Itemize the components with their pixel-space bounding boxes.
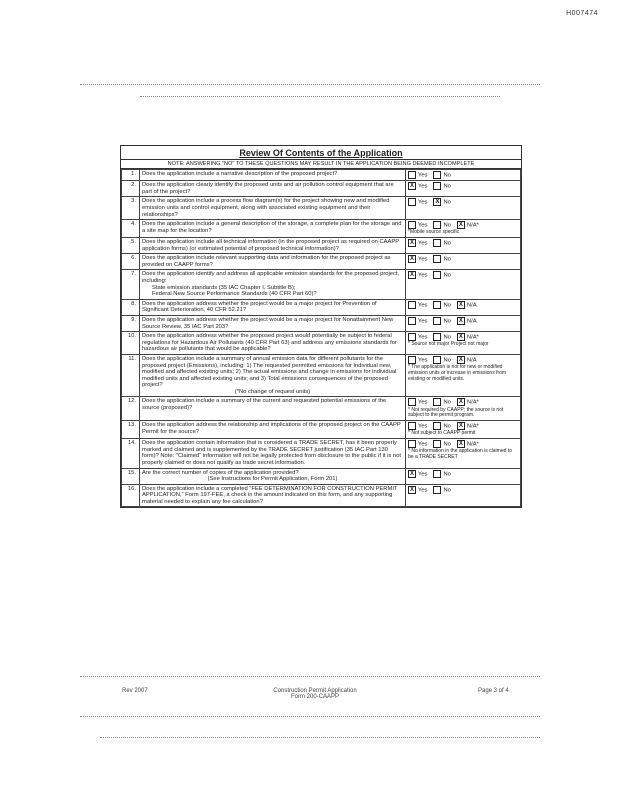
- answer-option[interactable]: [433, 422, 450, 430]
- checkbox[interactable]: X: [458, 399, 463, 406]
- answer-cell: [406, 220, 521, 238]
- checkbox-label: No: [443, 183, 451, 190]
- question-cell: [140, 332, 406, 355]
- question-cell: [140, 315, 406, 331]
- answer-cell: [406, 468, 521, 484]
- question-row: [122, 332, 521, 355]
- answer-option[interactable]: [433, 301, 450, 309]
- question-row: [122, 354, 521, 397]
- question-cell: [140, 397, 406, 421]
- question-number: 14.: [122, 439, 140, 468]
- checkbox[interactable]: [433, 470, 441, 478]
- checkbox-label: Yes: [418, 302, 428, 309]
- question-number: 16.: [122, 484, 140, 507]
- scan-artifact-line: [140, 96, 500, 97]
- question-cell: [140, 484, 406, 507]
- checkbox-label: Yes: [418, 441, 428, 448]
- answer-note: * No information in the application is claimed to be a TRADE SECRET: [408, 448, 512, 461]
- question-cell: [140, 197, 406, 220]
- question-row: [122, 220, 521, 238]
- footer-page-number: Page 3 of 4: [478, 688, 509, 694]
- questions-table: [121, 169, 521, 507]
- answer-option[interactable]: [433, 470, 450, 478]
- answer-option[interactable]: [408, 422, 427, 430]
- answer-option[interactable]: [408, 255, 427, 263]
- question-cell: [140, 238, 406, 254]
- checkbox-label: No: [443, 471, 451, 478]
- question-text: Does the application address whether the project would be a major project for Prevention of Significant Deterioration, 40 CFR 52.21?: [142, 300, 377, 314]
- checkbox[interactable]: X: [458, 334, 463, 341]
- checkbox-label: Yes: [418, 183, 428, 190]
- checkbox[interactable]: [433, 422, 441, 430]
- question-row: [122, 170, 521, 181]
- checkbox[interactable]: [408, 198, 416, 206]
- checkbox-label: No: [443, 487, 451, 494]
- question-cell: [140, 170, 406, 181]
- checkbox-label: Yes: [418, 357, 428, 364]
- question-cell: [140, 421, 406, 439]
- checkbox-label: Yes: [418, 272, 428, 279]
- question-row: [122, 421, 521, 439]
- form-instructions: NOTE: ANSWERING "NO" TO THESE QUESTIONS MAY RESULT IN THE APPLICATION BEING DEEMED INCOMPLETE: [121, 159, 521, 169]
- checkbox-label: N/A*: [466, 334, 479, 341]
- question-number: 11.: [122, 354, 140, 397]
- question-text: Does the application include a general description of the storage, a complete plan for the storage and a site map for the location?: [142, 221, 402, 234]
- answer-option[interactable]: [457, 317, 477, 325]
- answer-cell: [406, 270, 521, 299]
- checkbox[interactable]: X: [409, 486, 414, 493]
- checkbox[interactable]: X: [409, 256, 414, 263]
- answer-option[interactable]: [408, 333, 427, 341]
- answer-cell: [406, 299, 521, 315]
- answer-option[interactable]: [457, 422, 479, 430]
- answer-cell: [406, 484, 521, 507]
- question-text: Does the application include a summary of annual emission data for different pollutants for the proposed project (Emissions), including: 1) The requested permitted emissions for individual new, modified and affected existing units; 2) The actual emissions and change in emissions for individual modified units and affected existing units; and 3) Total emissions consequences of the proposed project?: [142, 355, 397, 389]
- question-number: 8.: [122, 299, 140, 315]
- scan-artifact-line: [100, 737, 540, 738]
- question-row: [122, 484, 521, 507]
- answer-option[interactable]: [433, 171, 450, 179]
- question-number: 3.: [122, 197, 140, 220]
- checkbox[interactable]: X: [409, 272, 414, 279]
- answer-option[interactable]: [408, 198, 427, 206]
- answer-option[interactable]: [408, 440, 427, 448]
- checkbox-label: No: [443, 240, 451, 247]
- answer-option[interactable]: [408, 486, 427, 494]
- question-cell: [140, 354, 406, 397]
- answer-note: *Mobile source specific: [408, 229, 460, 236]
- answer-cell: [406, 170, 521, 181]
- checkbox-label: No: [443, 199, 451, 206]
- question-row: [122, 299, 521, 315]
- answer-option[interactable]: [408, 470, 427, 478]
- checkbox[interactable]: [433, 271, 441, 279]
- checkbox[interactable]: [433, 301, 441, 309]
- answer-option[interactable]: [433, 356, 450, 364]
- question-text: Are the correct number of copies of the application provided?: [142, 469, 299, 476]
- question-text: Does the application include a completed "FEE DETERMINATION FOR CONSTRUCTION PERMIT APPLICATION," Form 197-FEE, a check in the amount indicated on this form, and any supporting material needed to explain any fee calculation?: [142, 485, 398, 505]
- checkbox-label: No: [443, 302, 451, 309]
- question-text: Does the application include a summary of the current and requested potential emissions of the source (proposed)?: [142, 398, 387, 412]
- checkbox[interactable]: X: [458, 301, 463, 308]
- answer-cell: [406, 197, 521, 220]
- checkbox-label: Yes: [418, 256, 428, 263]
- question-cell: [140, 220, 406, 238]
- checkbox[interactable]: X: [458, 423, 463, 430]
- question-subnote: (See Instructions for Permit Application, Form 201): [207, 476, 338, 483]
- checkbox[interactable]: X: [458, 317, 463, 324]
- question-row: [122, 238, 521, 254]
- form-title: Review Of Contents of the Application: [239, 148, 403, 158]
- checkbox-label: No: [443, 222, 451, 229]
- question-cell: [140, 181, 406, 197]
- checkbox-label: Yes: [418, 318, 428, 325]
- checkbox-label: Yes: [418, 199, 428, 206]
- checkbox-label: No: [443, 441, 451, 448]
- question-number: 12.: [122, 397, 140, 421]
- question-number: 1.: [122, 170, 140, 181]
- answer-option[interactable]: [457, 440, 479, 448]
- checkbox[interactable]: [433, 317, 441, 325]
- question-number: 4.: [122, 220, 140, 238]
- footer-revision: Rev 2007: [122, 688, 148, 694]
- question-cell: [140, 270, 406, 299]
- checkbox[interactable]: [433, 255, 441, 263]
- checkbox-label: Yes: [418, 240, 428, 247]
- answer-option[interactable]: [408, 239, 427, 247]
- review-form: [120, 145, 522, 508]
- question-row: [122, 197, 521, 220]
- question-row: [122, 397, 521, 421]
- question-row: [122, 254, 521, 270]
- checkbox[interactable]: X: [435, 199, 440, 206]
- answer-note: * Source not major Project not major: [408, 341, 489, 348]
- answer-option[interactable]: [433, 255, 450, 263]
- scan-artifact-line: [80, 84, 540, 85]
- question-number: 15.: [122, 468, 140, 484]
- answer-cell: [406, 332, 521, 355]
- answer-cell: [406, 181, 521, 197]
- answer-option[interactable]: [433, 317, 450, 325]
- answer-option[interactable]: [408, 301, 427, 309]
- question-text: Does the application include relevant supporting data and information for the proposed project as provided on CAAPP forms?: [142, 255, 391, 268]
- checkbox[interactable]: [408, 356, 416, 364]
- checkbox[interactable]: X: [409, 183, 414, 190]
- checkbox-label: N/A: [466, 318, 477, 325]
- answer-option[interactable]: [408, 182, 427, 190]
- checkbox[interactable]: [433, 486, 441, 494]
- answer-option[interactable]: [408, 221, 427, 229]
- answer-note: * The application is not for new or modified emission units or increase in emissions from existing or modified units.: [408, 364, 507, 382]
- checkbox-label: No: [443, 318, 451, 325]
- question-row: [122, 439, 521, 468]
- question-row: [122, 181, 521, 197]
- question-text: Does the application address the relationship and implications of the proposed project on the CAAPP Permit for the source?: [142, 422, 401, 435]
- checkbox[interactable]: [433, 440, 441, 448]
- question-cell: [140, 439, 406, 468]
- checkbox-label: No: [443, 272, 451, 279]
- answer-option[interactable]: [457, 301, 477, 309]
- footer-form-line2: Form 200-CAAPP: [290, 694, 339, 700]
- question-text: Does the application include a process flow diagram(s) for the project showing new and modified emission units and control equipment, along with associated existing equipment and their relationships?: [142, 198, 390, 218]
- checkbox-label: Yes: [418, 172, 428, 179]
- checkbox[interactable]: [408, 422, 416, 430]
- answer-cell: [406, 238, 521, 254]
- checkbox[interactable]: X: [458, 356, 463, 363]
- answer-option[interactable]: [408, 271, 427, 279]
- answer-option[interactable]: [408, 171, 427, 179]
- checkbox-label: Yes: [418, 471, 428, 478]
- checkbox[interactable]: [433, 398, 441, 406]
- answer-note: * Not required by CAAPP; the source is not subject to the permit program.: [408, 406, 504, 419]
- checkbox[interactable]: [408, 398, 416, 406]
- answer-option[interactable]: [433, 398, 450, 406]
- question-cell: [140, 254, 406, 270]
- checkbox[interactable]: [433, 239, 441, 247]
- checkbox-label: Yes: [418, 334, 428, 341]
- question-subnote: (*No change of request units): [234, 388, 311, 395]
- answer-option[interactable]: [433, 440, 450, 448]
- answer-cell: [406, 354, 521, 397]
- answer-cell: [406, 315, 521, 331]
- question-text: Does the application include all technical information (in the proposed project as required on CAAPP application forms) (or estimated potential of proposed technical information)?: [142, 239, 400, 252]
- question-text: Does the application include a narrative description of the proposed project?: [142, 171, 338, 177]
- answer-option[interactable]: [457, 221, 479, 229]
- checkbox[interactable]: [433, 171, 441, 179]
- scan-artifact-line: [80, 676, 540, 677]
- answer-option[interactable]: [457, 356, 477, 364]
- question-text: Does the application contain information that is considered a TRADE SECRET, has it been properly marked and claimed and is supplemented by the TRADE SECRET justification (35 IAC Part 130 form)? Note: "Claimed" information will not be legally protected from disclosure to the public if it is not properly claimed or does not qualify as trade secret information.: [142, 440, 401, 466]
- checkbox[interactable]: [433, 356, 441, 364]
- answer-option[interactable]: [408, 317, 427, 325]
- checkbox-label: No: [443, 423, 451, 430]
- checkbox[interactable]: [433, 221, 441, 229]
- checkbox[interactable]: [433, 182, 441, 190]
- answer-option[interactable]: [433, 333, 450, 341]
- question-row: [122, 315, 521, 331]
- checkbox-label: N/A*: [466, 222, 479, 229]
- answer-option[interactable]: [433, 221, 450, 229]
- checkbox-label: N/A*: [466, 423, 479, 430]
- checkbox[interactable]: [408, 221, 416, 229]
- footer-form-name: [270, 688, 360, 700]
- question-row: [122, 270, 521, 299]
- checkbox[interactable]: X: [409, 470, 414, 477]
- answer-option[interactable]: [433, 198, 450, 206]
- checkbox-label: No: [443, 172, 451, 179]
- checkbox[interactable]: [408, 301, 416, 309]
- answer-option[interactable]: [433, 486, 450, 494]
- checkbox-label: N/A: [466, 357, 477, 364]
- checkbox-label: N/A: [466, 302, 477, 309]
- answer-option[interactable]: [408, 356, 427, 364]
- answer-option[interactable]: [433, 239, 450, 247]
- checkbox-label: N/A*: [466, 441, 479, 448]
- checkbox[interactable]: [408, 333, 416, 341]
- answer-option[interactable]: [457, 398, 479, 406]
- answer-cell: [406, 254, 521, 270]
- answer-option[interactable]: [408, 398, 427, 406]
- checkbox[interactable]: [433, 333, 441, 341]
- checkbox-label: Yes: [418, 423, 428, 430]
- question-subitem: Federal New Source Performance Standards (40 CFR Part 60)?: [152, 291, 317, 298]
- checkbox-label: No: [443, 357, 451, 364]
- question-row: [122, 468, 521, 484]
- checkbox-label: Yes: [418, 487, 428, 494]
- answer-cell: [406, 397, 521, 421]
- question-number: 5.: [122, 238, 140, 254]
- checkbox[interactable]: X: [409, 240, 414, 247]
- checkbox-label: No: [443, 256, 451, 263]
- scan-artifact-line: [80, 716, 540, 717]
- question-number: 2.: [122, 181, 140, 197]
- question-cell: [140, 299, 406, 315]
- question-subitem: State emission standards (35 IAC Chapter I, Subtitle B);: [152, 284, 296, 291]
- answer-note: * Not subject to CAAPP permit: [408, 430, 476, 437]
- checkbox[interactable]: [408, 171, 416, 179]
- answer-option[interactable]: [457, 333, 479, 341]
- checkbox[interactable]: [408, 317, 416, 325]
- question-number: 9.: [122, 315, 140, 331]
- checkbox[interactable]: X: [458, 222, 463, 229]
- question-text: Does the application address whether the proposed project would potentially be subject to federal regulations for Hazardous Air Pollutants (40 CFR Part 63) and address any emissions standards for hazardous air pollutants that would be applicable?: [142, 333, 397, 353]
- question-number: 10.: [122, 332, 140, 355]
- question-text: Does the application identify and address all applicable emission standards for the proposed project, including:: [142, 271, 400, 284]
- question-number: 6.: [122, 254, 140, 270]
- answer-option[interactable]: [433, 182, 450, 190]
- answer-option[interactable]: [433, 271, 450, 279]
- checkbox-label: No: [443, 334, 451, 341]
- question-text: Does the application clearly identify the proposed units and air pollution control equipment that are part of the project?: [142, 182, 394, 195]
- checkbox-label: No: [443, 400, 451, 407]
- checkbox-label: Yes: [418, 222, 428, 229]
- question-cell: [140, 468, 406, 484]
- question-text: Does the application address whether the project would be a major project for Nonattainment New Source Review, 35 IAC Part 203?: [142, 316, 394, 330]
- checkbox[interactable]: [408, 440, 416, 448]
- question-number: 13.: [122, 421, 140, 439]
- answer-cell: [406, 421, 521, 439]
- document-id: H007474: [566, 10, 598, 17]
- question-number: 7.: [122, 270, 140, 299]
- checkbox-label: Yes: [418, 400, 428, 407]
- footer-form-line1: Construction Permit Application: [273, 688, 357, 694]
- answer-cell: [406, 439, 521, 468]
- checkbox-label: N/A*: [466, 400, 479, 407]
- checkbox[interactable]: X: [458, 441, 463, 448]
